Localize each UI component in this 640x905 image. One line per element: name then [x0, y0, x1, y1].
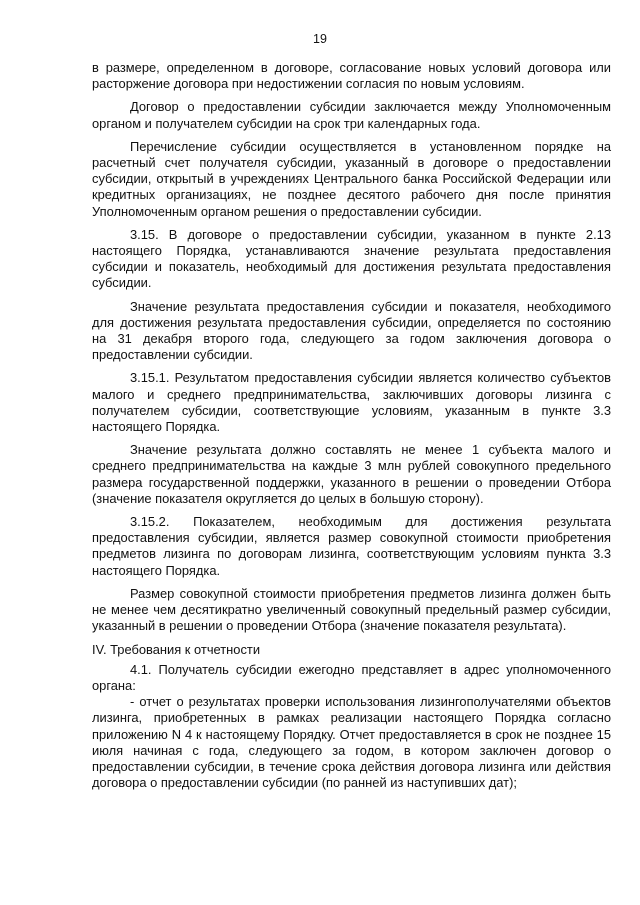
document-body	[92, 60, 611, 791]
paragraph: 3.15. В договоре о предоставлении субсидии, указанном в пункте 2.13 настоящего Порядка, устанавливаются значение результата предоставления субсидии и показатель, необходимый для достижения результата предоставления субсидии.	[92, 226, 611, 291]
paragraph: Значение результата должно составлять не менее 1 субъекта малого и среднего предпринимательства на каждые 3 млн рублей совокупного предельного размера государственной поддержки, указанного в решении о проведении Отбора (значение показателя округляется до целых в большую сторону).	[92, 442, 611, 506]
paragraph: - отчет о результатах проверки использования лизингополучателями объектов лизинга, приобретенных в рамках реализации настоящего Порядка согласно приложению N 4 к настоящему Порядку. Отчет предоставляется в срок не позднее 15 июля начиная с года, следующего за годом, в котором заключен договор о предоставлении субсидии, в течение срока действия договора лизинга или действия договора о предоставлении субсидии (по ранней из наступивших дат);	[92, 694, 611, 791]
paragraph: 4.1. Получатель субсидии ежегодно представляет в адрес уполномоченного органа:	[92, 661, 611, 693]
paragraph: 3.15.2. Показателем, необходимым для достижения результата предоставления субсидии, является размер совокупной стоимости приобретения предметов лизинга по договорам лизинга, соответствующим условиям пункта 3.3 настоящего Порядка.	[92, 514, 611, 578]
section-heading: IV. Требования к отчетности	[92, 641, 261, 657]
page-number: 19	[313, 32, 327, 46]
paragraph: Перечисление субсидии осуществляется в установленном порядке на расчетный счет получателя субсидии, указанный в договоре о предоставлении субсидии, открытый в учреждениях Центрального банка Российской Федерации или кредитных организациях, не позднее десятого рабочего дня после принятия Уполномоченным органом решения о предоставлении субсидии.	[92, 138, 611, 219]
paragraph: Значение результата предоставления субсидии и показателя, необходимого для достижения результата предоставления субсидии, определяется по состоянию на 31 декабря второго года, следующего за годом заключения договора о предоставлении субсидии.	[92, 298, 611, 363]
paragraph: Договор о предоставлении субсидии заключается между Уполномоченным органом и получателем субсидии на срок три календарных года.	[92, 99, 611, 131]
paragraph: в размере, определенном в договоре, согласование новых условий договора или расторжение договора при недостижении согласия по новым условиям.	[92, 60, 611, 92]
paragraph: Размер совокупной стоимости приобретения предметов лизинга должен быть не менее чем десятикратно увеличенный совокупный предельный размер субсидии, указанный в решении о проведении Отбора (значение показателя результата).	[92, 585, 611, 634]
paragraph: 3.15.1. Результатом предоставления субсидии является количество субъектов малого и среднего предпринимательства, заключивших договоры лизинга с получателем субсидии, соответствующие условиям, указанным в пункте 3.3 настоящего Порядка.	[92, 370, 611, 435]
